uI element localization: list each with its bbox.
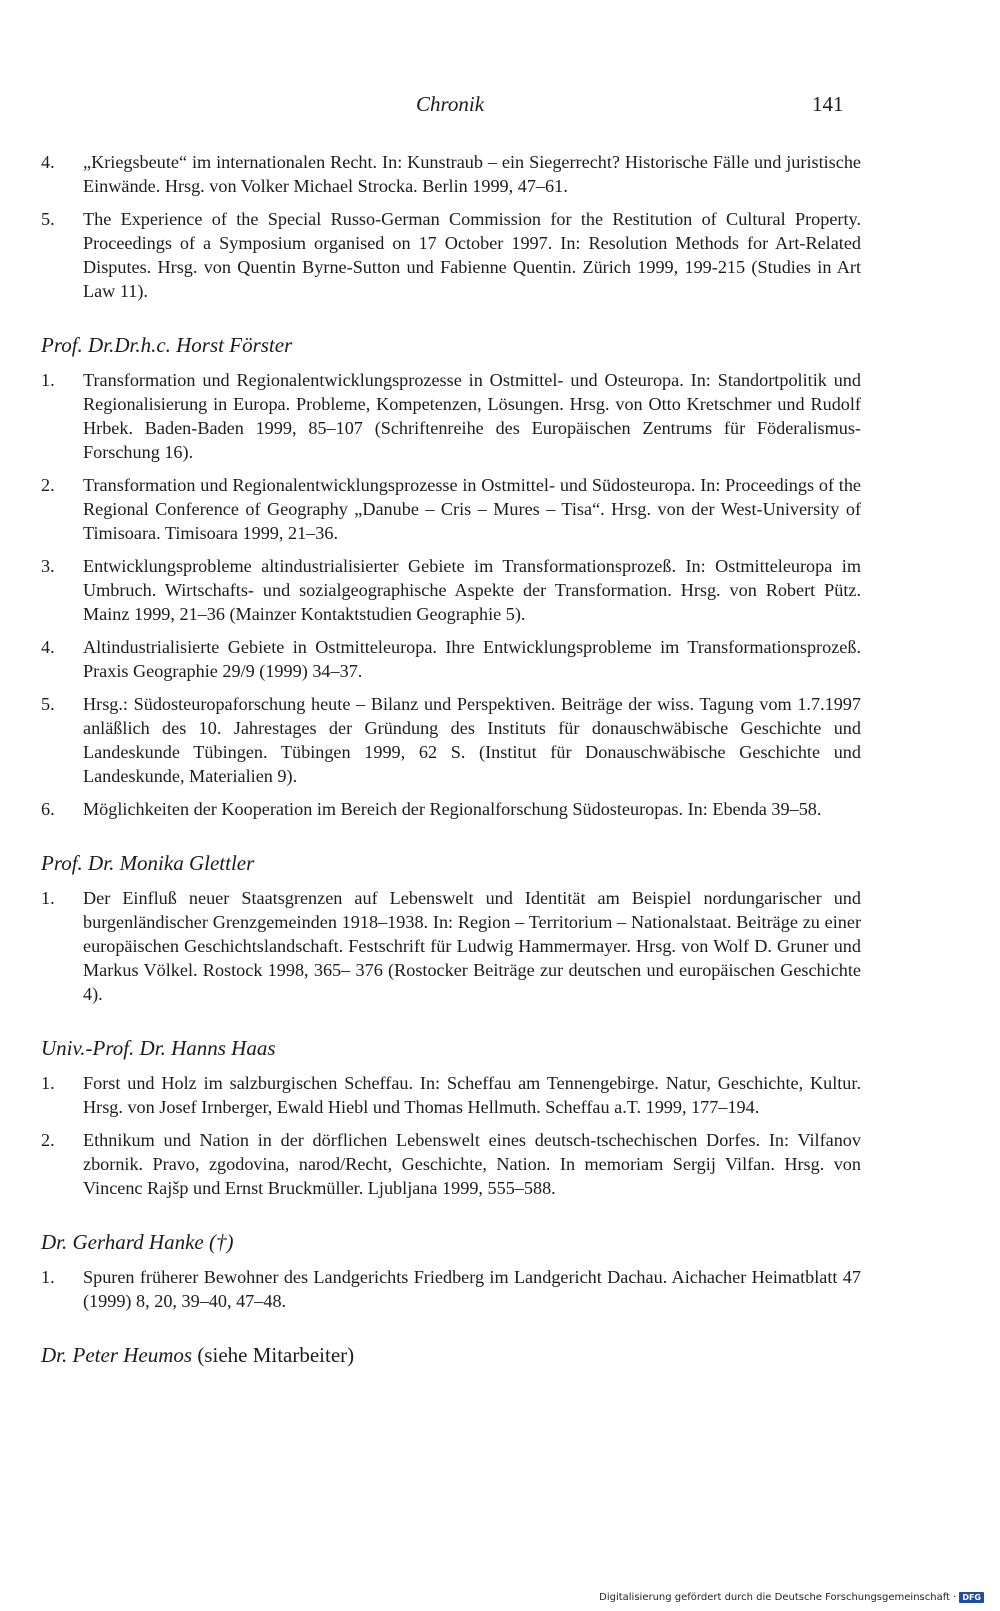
footer-text: Digitalisierung gefördert durch die Deutsche Forschungsgemeinschaft · — [599, 1592, 957, 1603]
author-heading: Prof. Dr. Monika Glettler — [41, 851, 255, 875]
author-heading-heumos — [41, 1343, 861, 1368]
item-text: Entwicklungsprobleme altindustrialisierter Gebiete im Transformationsprozeß. In: Ostmitteleuropa im Umbruch. Wirtschafts- und sozialgeographische Aspekte der Transformation. Hrsg. von Robert Pütz. Mainz 1999, 21–36 (Mainzer Kontaktstudien Geographie 5). — [83, 556, 861, 624]
list-item — [41, 1071, 861, 1119]
author-note: (siehe Mitarbeiter) — [197, 1343, 355, 1367]
list-item — [41, 886, 861, 1006]
running-title: Chronik — [415, 92, 485, 116]
list-item — [41, 554, 861, 626]
item-text: Ethnikum und Nation in der dörflichen Lebenswelt eines deutsch-tschechischen Dorfes. In: Vilfanov zbornik. Pravo, zgodovina, narod/Recht, Geschichte, Nation. In memoriam Sergij Vilfan. Hrsg. von Vincenc Rajšp und Ernst Bruckmüller. Ljubljana 1999, 555–588. — [83, 1130, 861, 1198]
item-text: Möglichkeiten der Kooperation im Bereich der Regionalforschung Südosteuropas. In: Ebenda 39–58. — [83, 799, 822, 819]
author-heading: Dr. Gerhard Hanke (†) — [41, 1230, 234, 1254]
list-item — [41, 473, 861, 545]
list-item — [41, 1265, 861, 1313]
item-text: Transformation und Regionalentwicklungsprozesse in Ostmittel- und Osteuropa. In: Standortpolitik und Regionalisierung in Europa. Probleme, Kompetenzen, Lösungen. Hrsg. von Otto Kretschmer und Rudolf Hrbek. Baden-Baden 1999, 85–107 (Schriftenreihe des Europäischen Zentrums für Föderalismus-Forschung 16). — [83, 370, 861, 462]
item-number: 2. — [41, 1130, 55, 1150]
list-item — [41, 635, 861, 683]
list-item — [41, 797, 861, 821]
item-number: 6. — [41, 799, 55, 819]
item-text: Der Einfluß neuer Staatsgrenzen auf Lebenswelt und Identität am Beispiel nordungarischer und burgenländischer Grenzgemeinden 1918–1938. In: Region – Territorium – Nationalstaat. Beiträge zu einer europäischen Geschichtslandschaft. Festschrift für Ludwig Hammermayer. Hrsg. von Wolf D. Gruner und Markus Völkel. Rostock 1998, 365– 376 (Rostocker Beiträge zur deutschen und europäischen Geschichte 4). — [83, 888, 861, 1004]
item-number: 1. — [41, 888, 55, 908]
item-number: 4. — [41, 637, 55, 657]
item-text: The Experience of the Special Russo-German Commission for the Restitution of Cultural Property. Proceedings of a Symposium organised on 17 October 1997. In: Resolution Methods for Art-Related Disputes. Hrsg. von Quentin Byrne-Sutton und Fabienne Quentin. Zürich 1999, 199-215 (Studies in Art Law 11). — [83, 209, 861, 301]
item-text: Spuren früherer Bewohner des Landgerichts Friedberg im Landgericht Dachau. Aichacher Heimatblatt 47 (1999) 8, 20, 39–40, 47–48. — [83, 1267, 861, 1311]
item-text: „Kriegsbeute“ im internationalen Recht. In: Kunstraub – ein Siegerrecht? Historische Fälle und juristische Einwände. Hrsg. von Volker Michael Strocka. Berlin 1999, 47–61. — [83, 152, 861, 196]
item-number: 2. — [41, 475, 55, 495]
list-item — [41, 692, 861, 788]
item-text: Altindustrialisierte Gebiete in Ostmitteleuropa. Ihre Entwicklungsprobleme im Transformationsprozeß. Praxis Geographie 29/9 (1999) 34–37. — [83, 637, 861, 681]
list-item — [41, 150, 861, 198]
item-number: 1. — [41, 370, 55, 390]
item-text: Hrsg.: Südosteuropaforschung heute – Bilanz und Perspektiven. Beiträge der wiss. Tagung vom 1.7.1997 anläßlich des 10. Jahrestages der Gründung des Instituts für donauschwäbische Geschichte und Landeskunde Tübingen. Tübingen 1999, 62 S. (Institut für Donauschwäbische Geschichte und Landeskunde, Materialien 9). — [83, 694, 861, 786]
author-heading: Prof. Dr.Dr.h.c. Horst Förster — [41, 333, 293, 357]
item-number: 5. — [41, 694, 55, 714]
list-item — [41, 1128, 861, 1200]
item-text: Transformation und Regionalentwicklungsprozesse in Ostmittel- und Südosteuropa. In: Proceedings of the Regional Conference of Geography „Danube – Cris – Mures – Tisa“. Hrsg. von der West-University of Timisoara. Timisoara 1999, 21–36. — [83, 475, 861, 543]
item-number: 1. — [41, 1267, 55, 1287]
dfg-logo-icon: DFG — [959, 1592, 984, 1603]
document-body — [41, 150, 861, 1378]
author-heading: Univ.-Prof. Dr. Hanns Haas — [41, 1036, 276, 1060]
author-name: Dr. Peter Heumos — [41, 1343, 193, 1367]
list-item — [41, 368, 861, 464]
item-number: 3. — [41, 556, 55, 576]
item-number: 1. — [41, 1073, 55, 1093]
item-text: Forst und Holz im salzburgischen Scheffau. In: Scheffau am Tennengebirge. Natur, Geschichte, Kultur. Hrsg. von Josef Irnberger, Ewald Hiebl und Thomas Hellmuth. Scheffau a.T. 1999, 177–194. — [83, 1073, 861, 1117]
list-item — [41, 207, 861, 303]
digitization-footer — [599, 1592, 984, 1603]
item-number: 5. — [41, 209, 55, 229]
item-number: 4. — [41, 152, 55, 172]
page-number: 141 — [812, 92, 844, 116]
